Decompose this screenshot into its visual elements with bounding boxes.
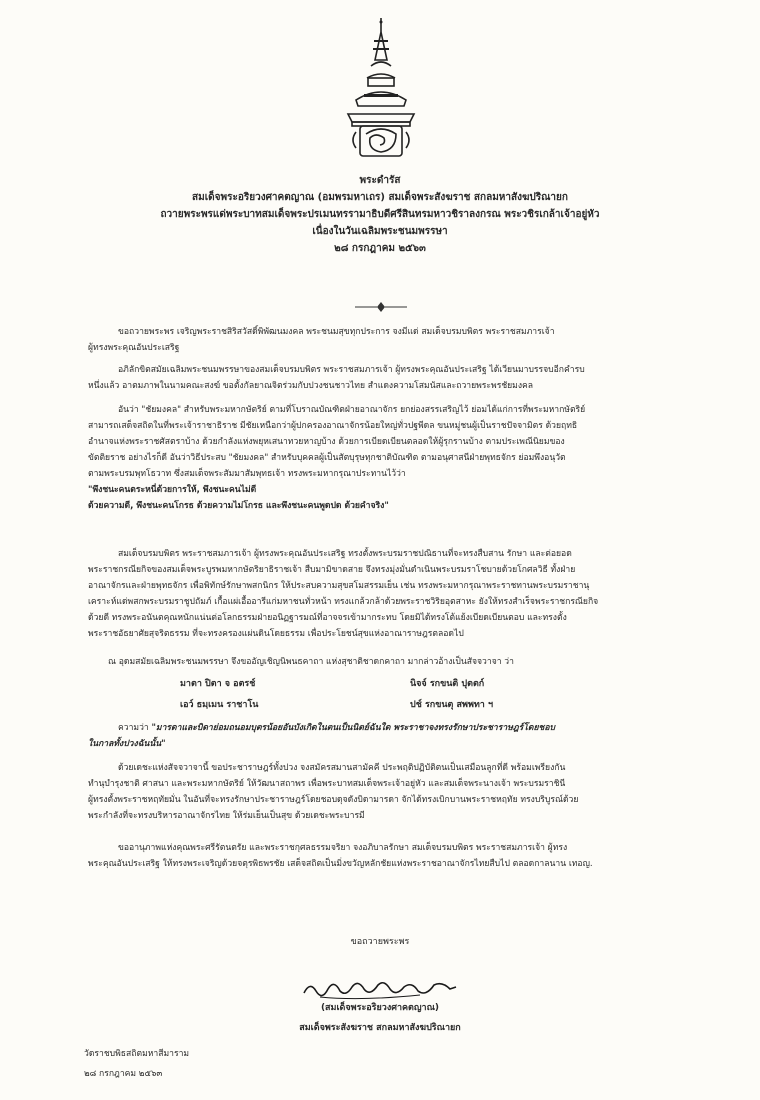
paragraph-line: ด้วยเดชะแห่งสัจจวาจานี้ ขอประชาราษฎร์ทั้งปวง จงสมัครสมานสามัคคี ประพฤติปฏิบัติตนเป็นเสมือนลูกที่ดี พร้อมเพรียงกัน <box>118 763 566 773</box>
paragraph-line: ทำนุบำรุงชาติ ศาสนา และพระมหากษัตริย์ ให้วัฒนาสถาพร เพื่อพระบาทสมเด็จพระเจ้าอยู่หัว และสมเด็จพระนางเจ้า พระบรมราชินี <box>88 779 566 789</box>
gatha-quote-start: "พึงชนะคนตระหนี่ด้วยการให้, พึงชนะคนไม่ดี <box>88 485 257 495</box>
paragraph-line: ขอถวายพระพร เจริญพระราชสิริสวัสดิ์พิพัฒนมงคล พระชนมสุขทุกประการ จงมีแด่ สมเด็จบรมบพิตร พระราชสมภารเจ้า <box>118 327 555 337</box>
paragraph-text: ตามพระบรมพุทโธวาท ซึ่งสมเด็จพระสัมมาสัมพุทธเจ้า ทรงพระมหากรุณาประทานไว้ว่า <box>88 469 406 479</box>
paragraph-line: อันว่า "ชัยมงคล" สำหรับพระมหากษัตริย์ ตามที่โบราณบัณฑิตฝ่ายอาณาจักร ยกย่องสรรเสริญไว้ ย่อมได้แก่การที่พระมหากษัตริย์ <box>118 405 586 415</box>
header-title: พระดำรัส <box>359 175 401 186</box>
paragraph-line: ผู้ทรงพระคุณอันประเสริฐ <box>88 343 180 353</box>
closing-name: (สมเด็จพระอริยวงศาคตญาณ) <box>320 1003 440 1013</box>
paragraph-line: พระกำลังที่จะทรงบริหารอาณาจักรไทย ให้ร่มเย็นเป็นสุข ด้วยเดชะพระบารมี <box>88 811 365 821</box>
paragraph-line: อภิลักขิตสมัยเฉลิมพระชนมพรรษาของสมเด็จบรมบพิตร พระราชสมภารเจ้า ผู้ทรงพระคุณอันประเสริฐ ได้เวียนมาบรรจบอีกคำรบ <box>118 365 585 375</box>
header-line-author: สมเด็จพระอริยวงศาคตญาณ (อมพรมหาเถร) สมเด็จพระสังฆราช สกลมหาสังฆปริณายก <box>192 192 568 203</box>
paragraph-line: อำนาจแห่งพระราชศัสตราบ้าง ด้วยกำลังแห่งพยุหเสนาทวยหาญบ้าง ด้วยการเบียดเบียนตลอดให้ผู้รุกรานบ้าง ตามประเพณีนิยมของ <box>88 437 565 447</box>
verse-meaning <box>88 720 692 752</box>
paragraph-line: ขัตติยราช อย่างไรก็ดี อันว่าวิธีประสบ "ชัยมงคล" สำหรับบุคคลผู้เป็นสัตบุรุษทุกชาติบัณฑิต ตามอนุศาสนีฝ่ายพุทธจักร ย่อมพึงอนุวัต <box>88 453 566 463</box>
meaning-text: "มารดาและบิดาย่อมถนอมบุตรน้อยอันบังเกิดในตนเป็นนิตย์ฉันใด พระราชาจงทรงรักษาประชาราษฎร์โดยชอบ <box>151 723 555 733</box>
paragraph-royal-duties <box>88 546 692 642</box>
document-header <box>60 172 700 257</box>
paragraph-line: พระราชกรณียกิจของสมเด็จพระบูรพมหากษัตริยาธิราชเจ้า สืบมามิขาดสาย จึงทรงมุ่งมั่นดำเนินพระบรมราโชบายด้วยโกศลวิธี ทั้งฝ่าย <box>88 565 576 575</box>
paragraph-final-blessing <box>88 840 692 872</box>
paragraph-line: พระราชอัธยาศัยสุจริตธรรม ที่จะทรงครองแผ่นดินโดยธรรม เพื่อประโยชน์สุขแห่งอาณาราษฎรตลอดไป <box>88 629 464 639</box>
signature-icon <box>300 975 460 1003</box>
verse-line-1b: นิจจ์ รกขนติ ปุตตก์ <box>410 679 485 689</box>
header-line-occasion: เนื่องในวันเฉลิมพระชนมพรรษา <box>312 226 448 237</box>
gatha-quote-line: ด้วยความดี, พึงชนะคนโกรธ ด้วยความไม่โกรธ และพึงชนะคนพูดปด ด้วยคำจริง" <box>88 501 389 511</box>
closing-title: สมเด็จพระสังฆราช สกลมหาสังฆปริณายก <box>299 1023 461 1033</box>
verse-line-1a: มาตา ปิตา จ อตรช์ <box>180 679 256 689</box>
verse-line-2a: เอว์ ธมฺเมน ราชาโน <box>180 700 259 710</box>
header-date: ๒๘ กรกฎาคม ๒๕๖๓ <box>334 243 426 254</box>
paragraph-line: พระคุณอันประเสริฐ ให้ทรงพระเจริญด้วยจตุรพิธพรชัย เสด็จสถิตเป็นมิ่งขวัญหลักชัยแห่งพระราชอาณาจักรไทยสืบไป ตลอดกาลนาน เทอญ. <box>88 859 593 869</box>
royal-emblem-icon <box>338 14 424 164</box>
paragraph-line: สามารถเสด็จสถิตในที่พระเจ้าราชาธิราช มีชัยเหนือกว่าผู้ปกครองอาณาจักรน้อยใหญ่ทั่วปฐพีดล ขนหมู่ชนผู้เป็นราชปัจจามิตร ด้วยฤทธิ <box>88 421 578 431</box>
paragraph-line <box>88 466 692 482</box>
meaning-label: ความว่า <box>118 723 149 733</box>
meaning-line: ในกาลทั้งปวงฉันนั้น" <box>88 739 166 749</box>
paragraph-line <box>88 482 692 498</box>
meaning-line <box>88 720 692 736</box>
paragraph-line: ขออานุภาพแห่งคุณพระศรีรัตนตรัย และพระราชกุศลธรรมจริยา จงอภิบาลรักษา สมเด็จบรมบพิตร พระราชสมภารเจ้า ผู้ทรง <box>118 843 568 853</box>
gatha-text: พึงชนะคนตระหนี่ด้วยการให้, พึงชนะคนไม่ดี <box>92 485 257 495</box>
paragraph-truth-act <box>88 760 692 824</box>
paragraph-victory <box>88 402 692 514</box>
verse-intro-text: ณ อุดมสมัยเฉลิมพระชนมพรรษา จึงขออัญเชิญนิพนธคาถา แห่งสุชาติชาดกคาถา มากล่าวอ้างเป็นสัจจวาจา ว่า <box>108 657 514 667</box>
paragraph-line: ผู้ทรงตั้งพระราชหฤทัยมั่น ในอันที่จะทรงรักษาประชาราษฎร์โดยชอบดุจดังบิดามารดา จักได้ทรงเบิกบานพระราชหฤทัย ทรงบริบูรณ์ด้วย <box>88 795 579 805</box>
paragraph-line: ด้วยดี ทรงพระอนันตคุณหนักแน่นต่อโลกธรรมฝ่ายอนิฏฐารมณ์ที่อาจจรเข้ามากระทบ โดยมิได้ทรงโต้แย้งเบียดเบียนตอบ และทรงตั้ง <box>88 613 567 623</box>
paragraph-line: หนึ่งแล้ว อาตมภาพในนามคณะสงฆ์ ขอตั้งกัลยาณจิตร่วมกับปวงชนชาวไทย สำแดงความโสมนัสและถวายพระพรชัยมงคล <box>88 381 534 391</box>
verse-intro <box>88 654 692 670</box>
header-line-recipient: ถวายพระพรแด่พระบาทสมเด็จพระปรเมนทรรามาธิบดีศรีสินทรมหาวชิราลงกรณ พระวชิรเกล้าเจ้าอยู่หัว <box>160 209 600 220</box>
paragraph-occasion <box>88 362 692 394</box>
footer-date: ๒๘ กรกฎาคม ๒๕๖๓ <box>84 1069 163 1079</box>
verse-line-2b: ปช์ รกขนตุ สพพทา ฯ <box>410 700 494 710</box>
closing-salutation: ขอถวายพระพร <box>350 937 410 947</box>
paragraph-line: เคราะห์แด่พสกพระบรมราชูปถัมภ์ เกื้อแผ่เอื้ออารีแก่มหาชนทั่วหน้า ทรงแกล้วกล้าด้วยพระราชวิริยอุตสาหะ ยังให้ทรงสำเร็จพระราชกรณียกิจ <box>88 597 599 607</box>
paragraph-line: สมเด็จบรมบพิตร พระราชสมภารเจ้า ผู้ทรงพระคุณอันประเสริฐ ทรงตั้งพระบรมราชปณิธานที่จะทรงสืบสาน รักษา และต่อยอด <box>118 549 572 559</box>
paragraph-line: อาณาจักรและฝ่ายพุทธจักร เพื่อพิทักษ์รักษาพสกนิกร ให้ประสบความสุขสโมสรรมเย็น เช่น ทรงพระมหากรุณาพระราชทานพระบรมราชานุ <box>88 581 590 591</box>
paragraph-blessing <box>88 324 692 356</box>
divider-ornament-icon <box>355 302 407 312</box>
footer-place: วัดราชบพิธสถิตมหาสีมาราม <box>84 1049 190 1059</box>
